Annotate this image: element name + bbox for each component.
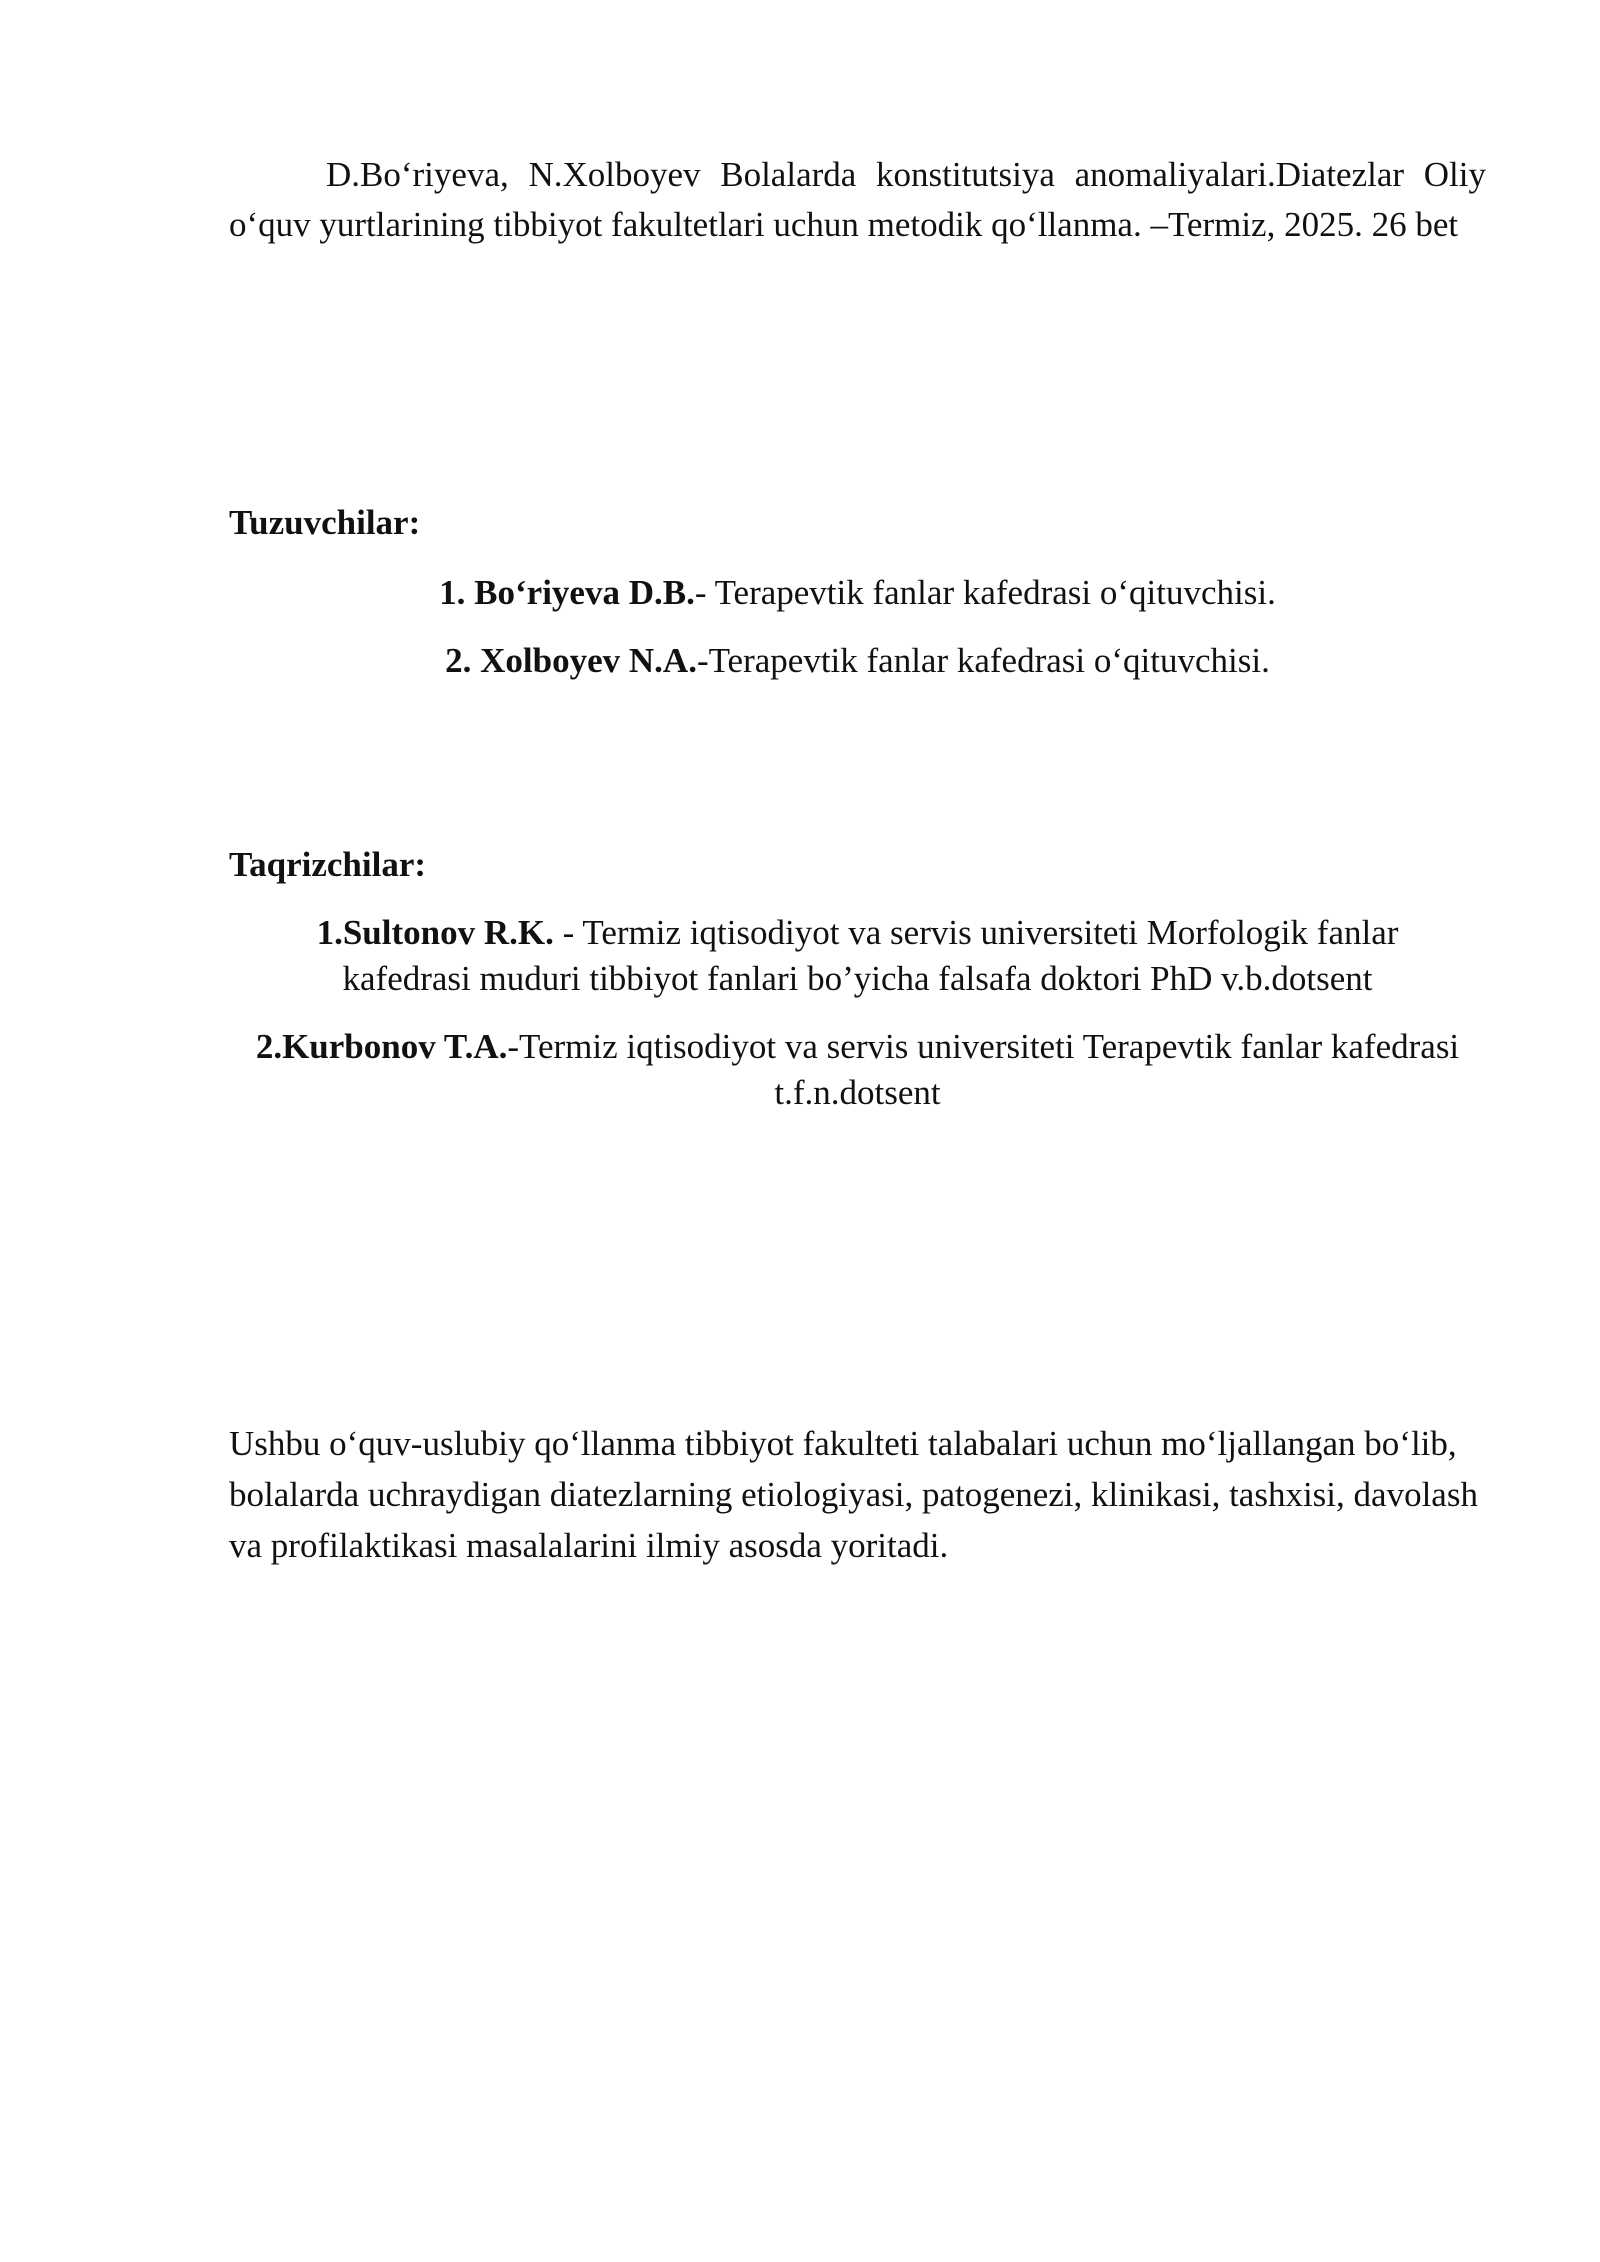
compiler-name: 1. Bo‘riyeva D.B.	[439, 573, 695, 612]
reviewers-list	[229, 910, 1486, 1138]
bibliographic-citation: D.Bo‘riyeva, N.Xolboyev Bolalarda konstitutsiya anomaliyalari.Diatezlar Oliy o‘quv yurtlarining tibbiyot fakultetlari uchun metodik qo‘llanma. –Termiz, 2025. 26 bet	[229, 155, 1486, 244]
reviewer-entry	[229, 1024, 1486, 1116]
reviewer-name: 2.Kurbonov T.A.	[255, 1027, 508, 1066]
compilers-list	[229, 570, 1486, 706]
reviewers-heading: Taqrizchilar:	[229, 845, 427, 884]
reviewer-role: - Termiz iqtisodiyot va servis universiteti Morfologik fanlar kafedrasi muduri tibbiyot fanlari bo’yicha falsafa doktori PhD v.b.dotsent	[342, 913, 1399, 998]
compiler-role: -Terapevtik fanlar kafedrasi o‘qituvchisi.	[696, 641, 1270, 680]
compiler-name: 2. Xolboyev N.A.	[445, 641, 697, 680]
compiler-entry	[229, 638, 1486, 684]
reviewer-entry	[229, 910, 1486, 1002]
summary-paragraph: Ushbu o‘quv-uslubiy qo‘llanma tibbiyot fakulteti talabalari uchun mo‘ljallangan bo‘lib, bolalarda uchraydigan diatezlarning etiologiyasi, patogenezi, klinikasi, tashxisi, davolash va profilaktikasi masalalarini ilmiy asosda yoritadi.	[229, 1424, 1478, 1565]
reviewer-name: 1.Sultonov R.K.	[316, 913, 554, 952]
compiler-role: - Terapevtik fanlar kafedrasi o‘qituvchisi.	[694, 573, 1276, 612]
compiler-entry	[229, 570, 1486, 616]
compilers-heading: Tuzuvchilar:	[229, 503, 421, 542]
reviewer-role: -Termiz iqtisodiyot va servis universiteti Terapevtik fanlar kafedrasi t.f.n.dotsent	[507, 1027, 1460, 1112]
